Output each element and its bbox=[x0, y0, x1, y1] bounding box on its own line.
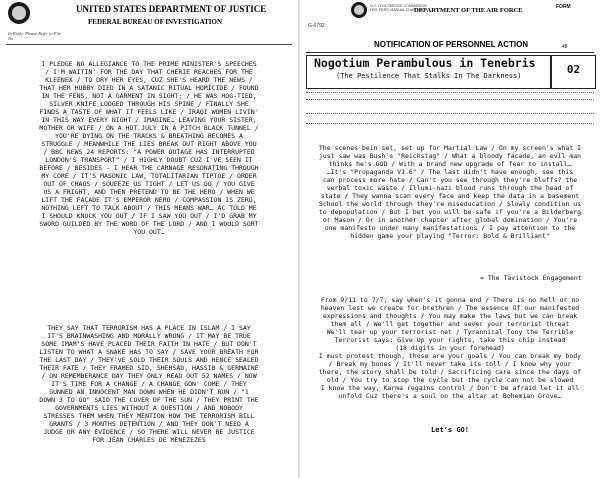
department-heading: DEPARTMENT OF THE AIR FORCE bbox=[414, 7, 523, 14]
form-number: G-6792 bbox=[308, 23, 325, 29]
agency-heading: UNITED STATES DEPARTMENT OF JUSTICE bbox=[76, 4, 267, 14]
seal-icon bbox=[351, 2, 367, 18]
form-line bbox=[306, 123, 594, 124]
form-code-top: FORM bbox=[556, 4, 571, 10]
lyrics-verse-2: THEY SAY THAT TERRORISM HAS A PLACE IN ISLAM / I SAY IT'S BRAINWASHING AND MORALLY WRONG / IT MAY BE TRUE SOME IMAM'S HAVE PLACED THEIR FAITH IN HATE / BUT DON'T LISTEN TO WHAT A SNAKE HAS TO SAY / SAVE YOUR BREATH FOR THE LAST DAY / THEY'VE SOLD THEIR SOULS AND HENCE SEALED THEIR FATE / THEY FRAMED SID, SHEHSAD, HASSIB & GERMAINE / ON REMEMBERANCE DAY THEY ONLY READ OUT 52 NAMES / NOW IT'S TIME FOR A CHANGE / A CHANGE GON' COME / THEY GUNNED AN INNOCENT MAN DOWN WHEN HE DIDN'T RUN / "1 DOWN 3 TO GO" SAID THE COVER OF THE SUN / THEY PRINT THE GOVERNMENTS LIES WITHOUT A QUESTION / AND NOBODY STRESSES THEM WHEN THEY MENTION HOW THE TERRORISM BILL GRANTS / 3 MONTHS DETENTION / AND THEY DON'T NEED A JUDGE OR ANY EVIDENCE / SO THERE WILL NEVER BE JUSTICE FOR JEAN CHARLES DE MENEZEZES bbox=[39, 324, 259, 444]
song-subtitle: (The Pestilence That Stalks In The Darkness) bbox=[336, 72, 522, 80]
track-number: 02 bbox=[566, 63, 581, 76]
lyrics-verse-1: I PLEDGE NO ALLEGIANCE TO THE PRIME MINISTER'S SPEECHES / I'M WAITIN' FOR THE DAY THAT CHERIE REACHES FOR THE KLEENEX / TO DRY HER EYES, CUZ SHE'S HEARD THE NEWS / THAT HER HUBBY DIED IN A SATANIC RITUAL HOMICIDE / FOUND IN THE FENS, NOT A GARMENT IN SIGHT; / HE WAS HOG-TIED, SILVER KNIFE LODGED THROUGH HIS SPINE / FINALLY SHE FINDS A TASTE OF WHAT IT FEELS LIKE / IRAQI WOMEN LIVIN' IN THIS WAY EVERY NIGHT / IMAGINE… LEAVING YOUR SISTER, MOTHER OR WIFE / ON A HOT JULY IN A PITCH BLACK TUNNEL / YOU'RE DYING ON THE TRACKS & BREATHING BECOMES A STRUGGLE / MEANWHILE THE LIES BREAK OUT RIGHT ABOVE YOU / BBC NEWS 24 REPORTS: "A POWER OUTAGE HAS INTERRUPTED LONDON'S TRANSPORT" / I HIGHLY DOUBT CUZ I'VE SEEN IT BEFORE / BESIDES - I HEAR THE CARNAGE RESONATING THROUGH MY CORE / IT'S MASONIC LAW, TOTALITARIAN TIPTOE / ORDER OUT OF CHAOS / SQUEEZE US TIGHT / LET US GO / YOU GIVE US A FRIGHT, AND THEN PRETEND TO BE THE HERO / WHEN WE LIFT THE FAÇADE IT'S EMPEROR NERO / COMPASSION IS ZERO, NOTHING LEFT TO TALK ABOUT / THIS MEANS WAR… AC TOLD ME I SHOULD KNOCK YOU OUT / IF I SAW YOU OUT / I'D GRAB MY SWORD GUILDED BY THE WORD OF THE LORD / AND I WOULD SORT YOU OUT… bbox=[39, 60, 259, 236]
doj-seal-icon bbox=[8, 2, 30, 24]
reply-note: In Reply, Please Refer to File No. bbox=[8, 31, 61, 41]
signature-line: = The Tavistock Engagement bbox=[480, 274, 582, 282]
form-line bbox=[306, 92, 594, 93]
form-line bbox=[306, 113, 594, 114]
lyrics-verse-2: From 9/11 to 7/7, say when's it gonna end / There is no hell or no heaven lest we create for brethren / The essence Of our manifested expressions and thoughts / You may make the laws but we can break them all / We'll get together and sever your terrorist threat We'll tear up your terrorist net / Tyrannical Tony the Terrible Terrorist says: Give Up your rights, take this chip instead (18 digits in your forehead) I must protest though, those are your goals / You can break my body / Break my bones / It'll never take its toll / I know why your there, the story shall be told / Sacrificing care since the days of old / You try to stop the cycle but the cycle can not be slowed I know the way, Karma regains control / Don't be afraid let it all unfold Cuz there's a soul on the altar at Bohemian Grove… bbox=[318, 296, 582, 400]
form-small-print: U.S. CIVIL SERVICE COMMISSION FED. PERS. MANUAL CHAP. 296 bbox=[370, 4, 427, 12]
air-force-form bbox=[300, 0, 600, 478]
doj-document bbox=[0, 0, 298, 478]
header-rule bbox=[6, 44, 292, 45]
notice-title: NOTIFICATION OF PERSONNEL ACTION bbox=[374, 40, 529, 49]
notice-rule bbox=[306, 52, 594, 53]
closing-line: Let's GO! bbox=[431, 426, 469, 434]
song-title: Nogotium Perambulous in Tenebris bbox=[314, 56, 536, 70]
form-line bbox=[306, 99, 594, 100]
lyrics-verse-1: The scenes bein set, set up for Martial Law / On my screen's what I just saw was Bush's "Reichstag" / What a bloody facade, an evil man thinks he's GOD / With a brand new upgrade of fear to install… …It's "Propaganda V1.6" / The last didn't have enough, see this can process more hate / Can't you see through they're bluffs? the verbal toxic waste / Illumi-nazi blood runs through the head of state / They wanna scan every face and keep the data in a basement School the world through they're miseducation / Slowly condition us to depopulation / But I bet you will be safe if you're a Bilderberg or Mason / Or in another chapter after global domination / You're one manifesto under many manifestations / I pay attention to the hidden game your playing "Terror: Bold & Brilliant" bbox=[318, 144, 582, 240]
bureau-heading: FEDERAL BUREAU OF INVESTIGATION bbox=[88, 18, 222, 26]
form-code-side: 48 bbox=[562, 44, 568, 50]
